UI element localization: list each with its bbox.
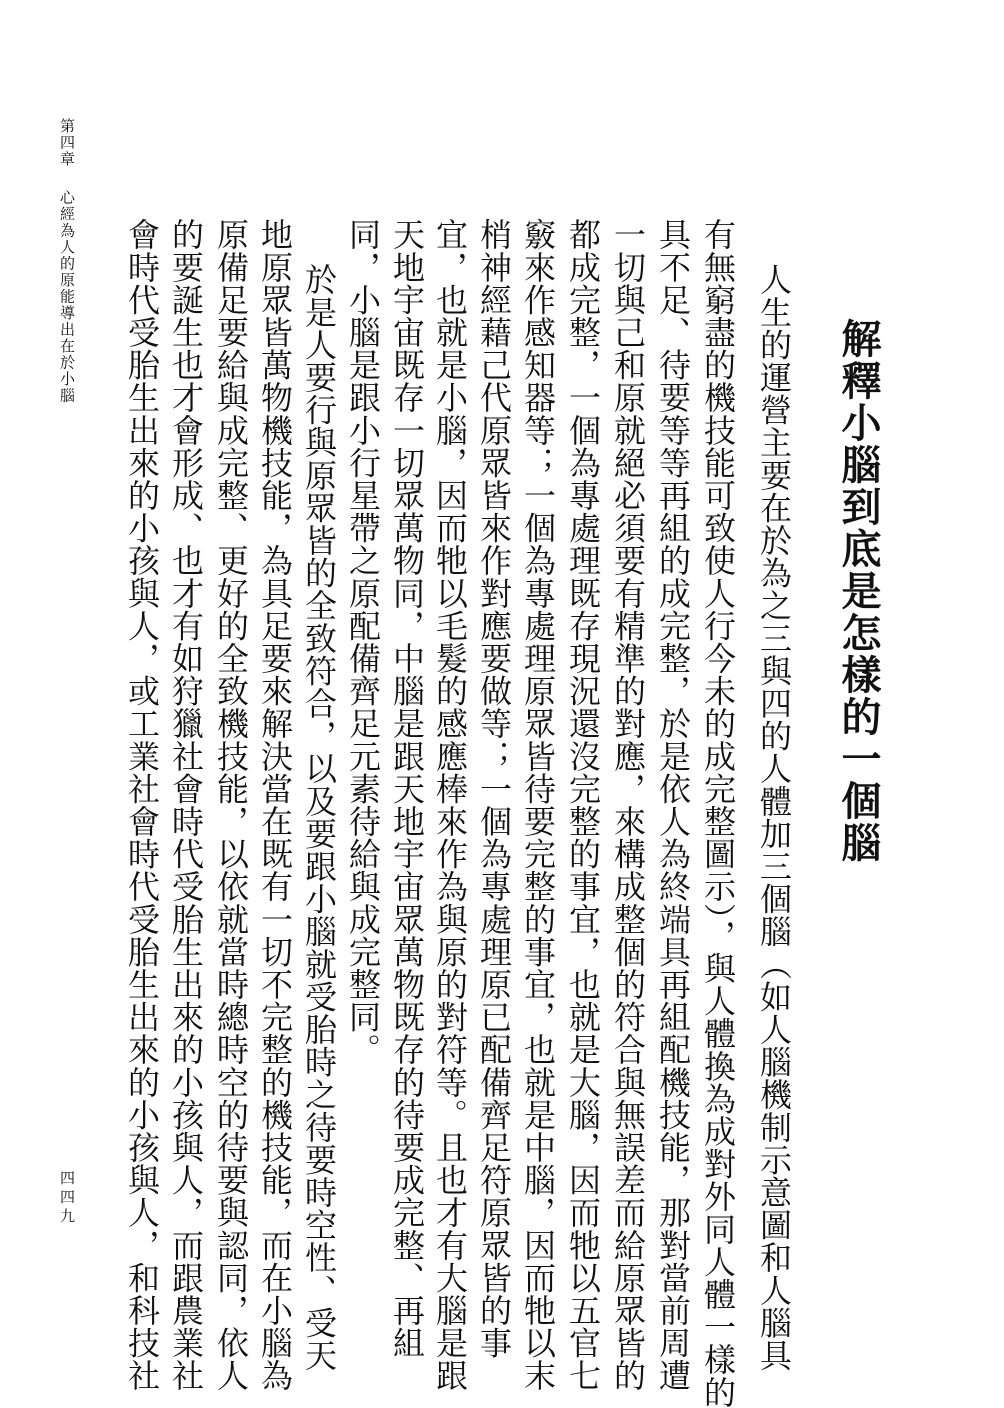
text-column-8: 宜，也就是小腦，因而牠以毛髮的感應棒來作為與原的對符等。且也才有大腦是跟	[431, 218, 469, 1392]
text-column-10: 同，小腦是跟小行星帶之原配備齊足元素待給與成完整同。	[344, 218, 382, 1066]
text-column-15: 會時代受胎生出來的小孩與人，或工業社會時代受胎生出來的小孩與人，和科技社	[123, 218, 161, 1392]
text-column-12: 地原眾皆萬物機技能，為具足要來解決當在既有一切不完整的機技能，而在小腦為	[256, 218, 294, 1392]
section-label: 心經為人的原能導出在於小腦	[58, 189, 76, 404]
text-column-7: 梢神經藉己代原眾皆來作對應要做等；一個為專處理原已配備齊足符原眾皆的事	[475, 218, 513, 1359]
running-head	[58, 118, 76, 404]
text-column-14: 的要誕生也才會形成、也才有如狩獵社會時代受胎生出來的小孩與人，而跟農業社	[167, 218, 205, 1392]
page-title: 解釋小腦到底是怎樣的一個腦	[835, 318, 882, 864]
text-column-6: 竅來作感知器等；一個為專處理原眾皆待要完整的事宜，也就是中腦，因而牠以末	[519, 218, 557, 1392]
text-column-2: 有無窮盡的機技能可致使人行今未的成完整圖示），與人體換為成對外同人體一樣的	[699, 218, 737, 1408]
text-column-4: 一切與己和原就絕必須要有精準的對應，來構成整個的符合與無誤差而給原眾皆的	[609, 218, 647, 1392]
text-column-5: 都成完整，一個為專處理既存現況還沒完整的事宜，也就是大腦，因而牠以五官七	[564, 218, 602, 1392]
text-column-9: 天地宇宙既存一切眾萬物同，中腦是跟天地宇宙眾萬物既存的待要成完整、再組	[388, 218, 426, 1359]
chapter-label: 第四章	[58, 118, 76, 168]
text-column-11: 於是人要行與原眾皆的全致符合，以及要跟小腦就受胎時之待要時空性、受天	[300, 263, 338, 1372]
page-number: 四四九	[58, 1170, 76, 1227]
text-column-13: 原備足要給與成完整、更好的全致機技能，以依就當時總時空的待要與認同，依人	[212, 218, 250, 1392]
text-column-1: 人生的運營主要在於為之三與四的人體加三個腦（如人腦機制示意圖和人腦具	[755, 263, 793, 1372]
text-column-3: 具不足、待要等等再組的成完整，於是依人為終端具再組配機技能，那對當前周遭	[654, 218, 692, 1392]
